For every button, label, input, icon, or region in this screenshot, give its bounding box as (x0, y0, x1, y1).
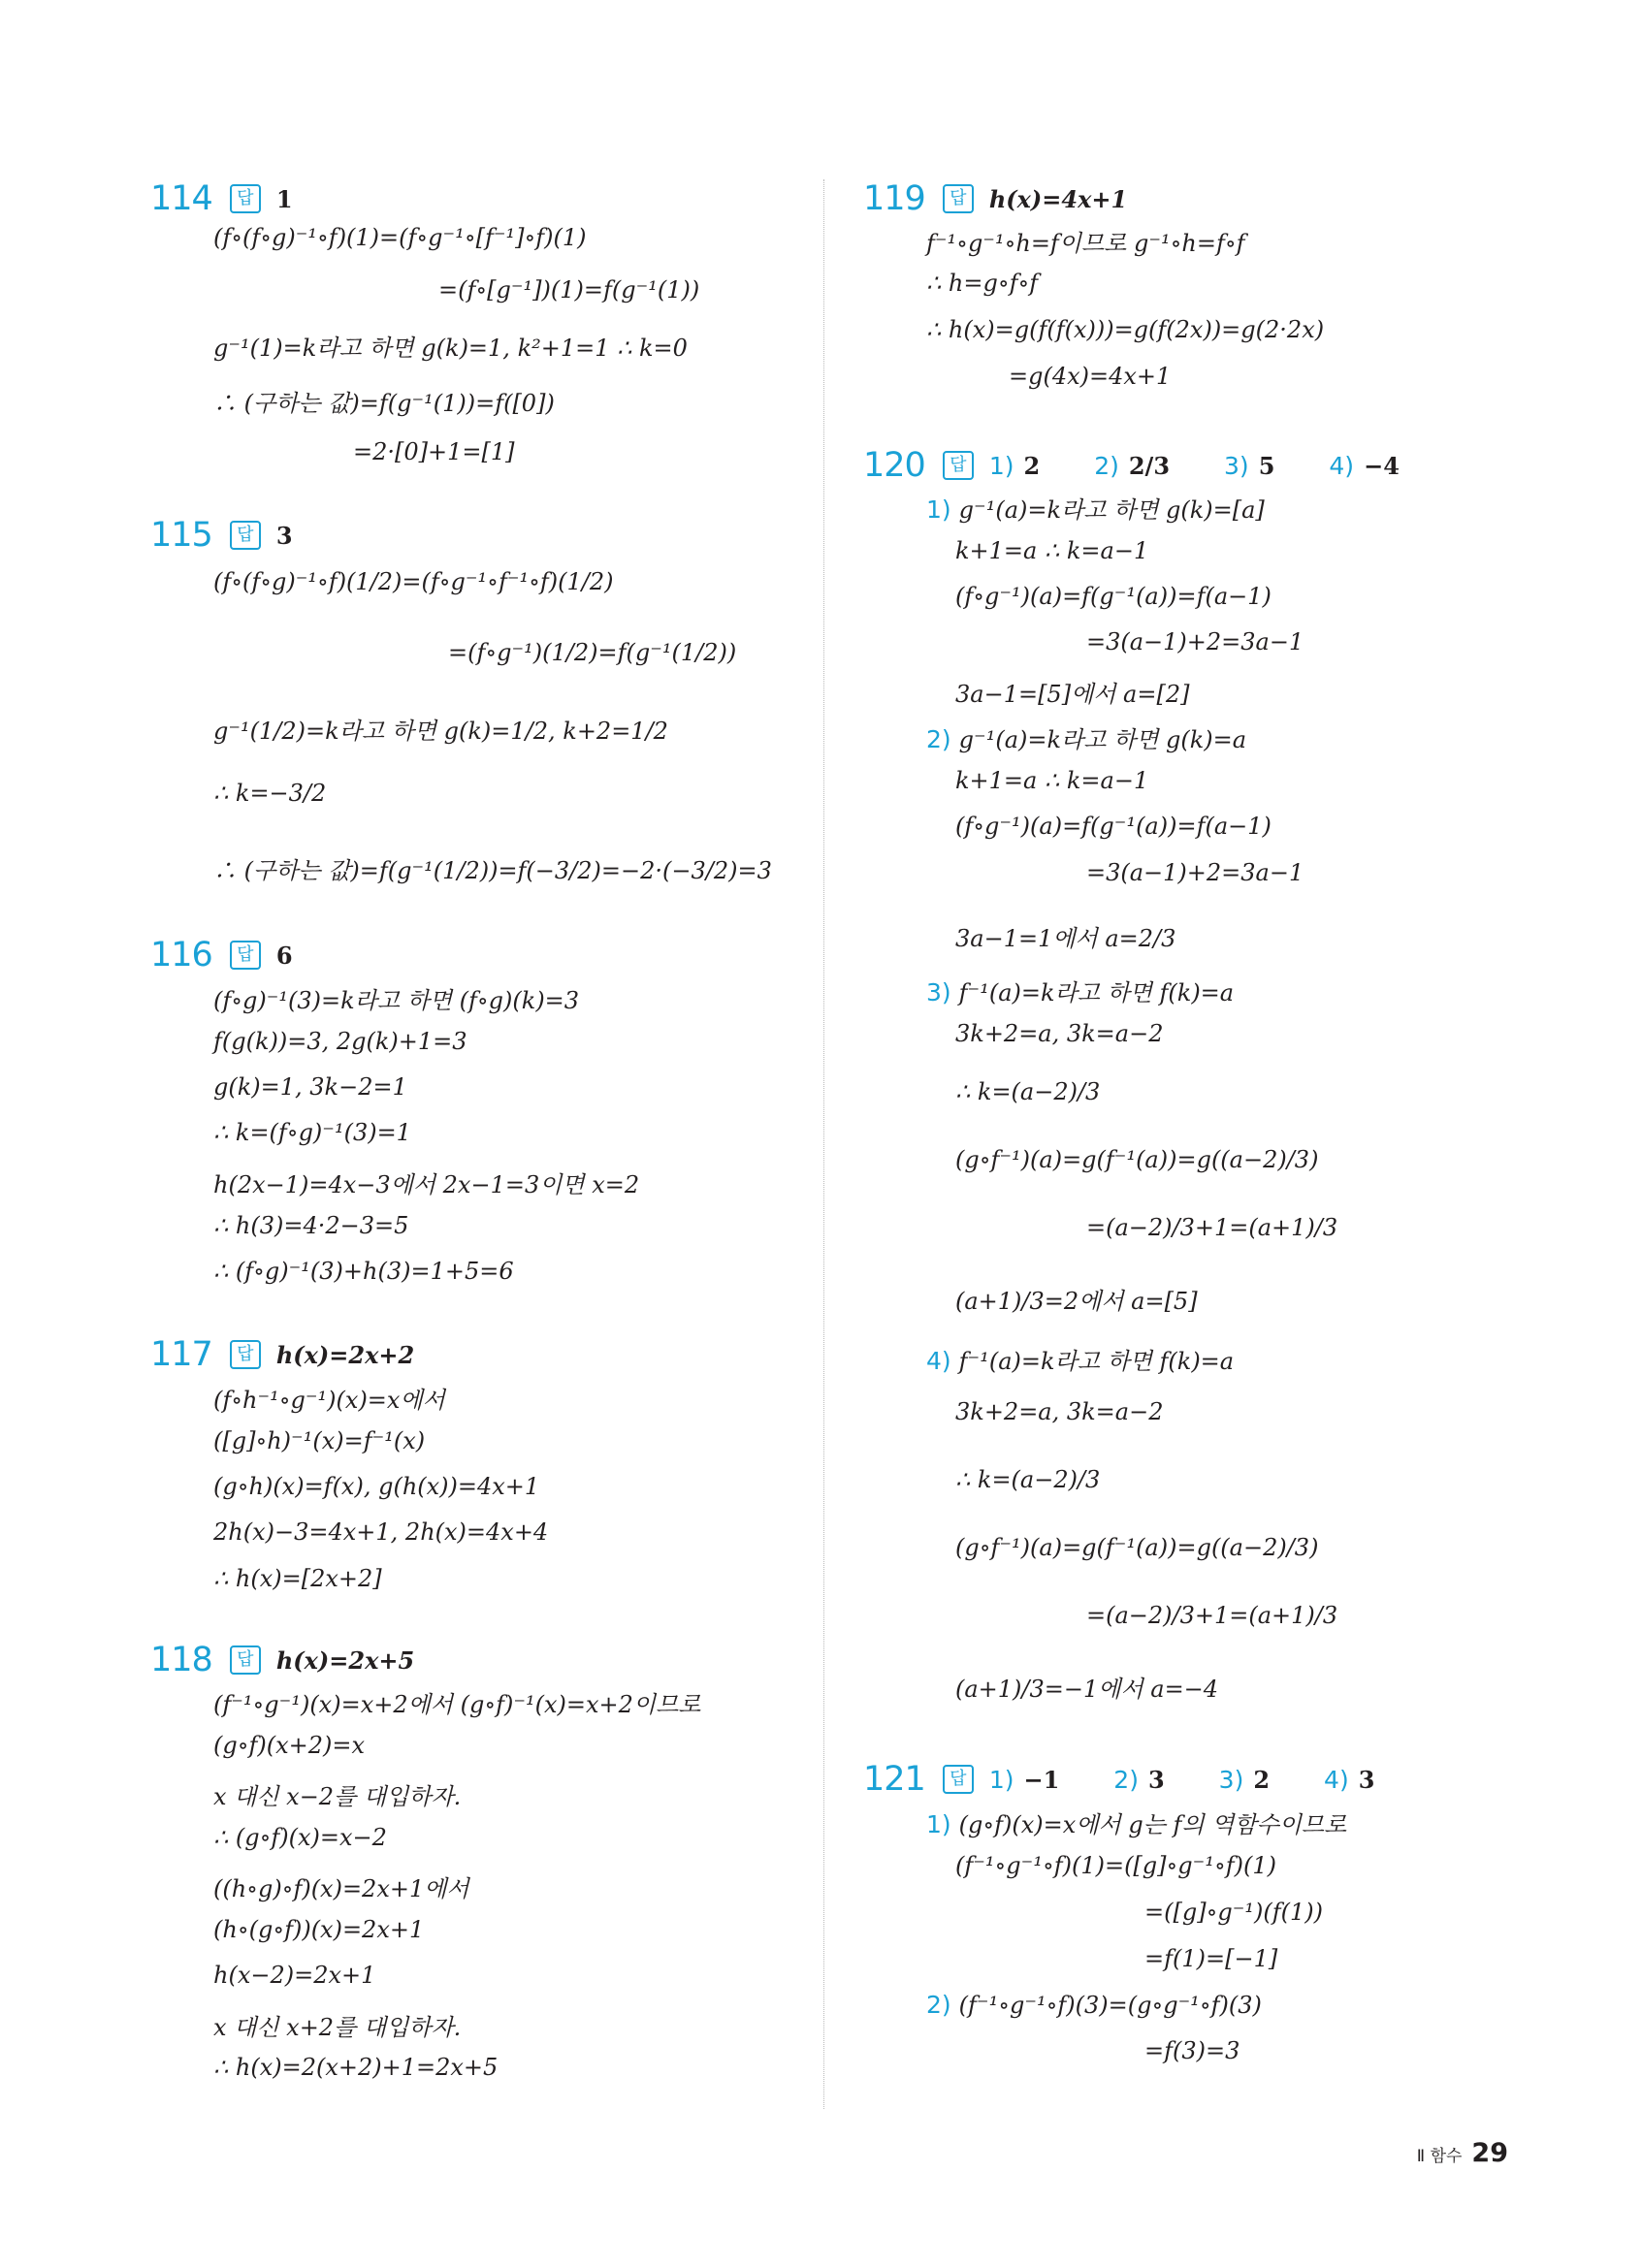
solution-line (955, 1282, 1198, 1316)
solution-text: ∴ k=−3/2 (213, 780, 327, 807)
solution-text: (f∘(f∘g)⁻¹∘f)(1)=(f∘g⁻¹∘[f⁻¹]∘f)(1) (213, 224, 587, 251)
solution-text: ∴ h(x)=2(x+2)+1=2x+5 (213, 2054, 499, 2081)
solution-text: ([g]∘h)⁻¹(x)=f⁻¹(x) (213, 1427, 426, 1454)
sub-part-label: 3) (926, 978, 951, 1006)
answer-badge: 답 (943, 184, 974, 213)
solution-line (213, 1824, 387, 1851)
solution-line (213, 1962, 375, 1989)
solution-line (1144, 1899, 1323, 1926)
sub-answer (1324, 1766, 1374, 1794)
solution-text: (h∘(g∘f))(x)=2x+1 (213, 1916, 425, 1943)
problem-number: 116 (150, 936, 212, 974)
solution-line (213, 1518, 548, 1546)
solution-line (955, 537, 1148, 564)
problem-118-header (150, 1641, 414, 1679)
sub-answer (989, 1766, 1059, 1794)
sub-part-label: 4) (926, 1347, 951, 1375)
solution-line (926, 491, 1265, 525)
solution-text: 3k+2=a, 3k=a−2 (955, 1020, 1164, 1047)
sub-answer-value: 3 (1358, 1765, 1375, 1794)
solution-text: x 대신 x−2를 대입하자. (213, 1783, 462, 1810)
solution-text: (a+1)/3=2에서 a=[5] (955, 1288, 1198, 1315)
solution-line (448, 639, 736, 666)
solution-line (926, 270, 1038, 297)
solution-line (213, 1685, 700, 1719)
solution-text: ∴ h=g∘f∘f (926, 270, 1039, 297)
solution-text: (g∘f⁻¹)(a)=g(f⁻¹(a))=g((a−2)/3) (955, 1534, 1319, 1561)
sub-answer-label: 3) (1218, 1765, 1244, 1794)
solution-line (213, 1028, 467, 1055)
sub-answer-value: 2/3 (1128, 451, 1171, 480)
solution-text: ∴ (구하는 값)=f(g⁻¹(1/2))=f(−3/2)=−2·(−3/2)=3 (213, 857, 772, 884)
solution-text: ∴ (g∘f)(x)=x−2 (213, 1824, 387, 1851)
solution-text: 3k+2=a, 3k=a−2 (955, 1398, 1164, 1425)
solution-line (955, 1466, 1100, 1493)
solution-line (213, 1119, 411, 1146)
solution-line (213, 2008, 461, 2042)
solution-line (213, 1916, 424, 1943)
solution-line (213, 1258, 514, 1285)
sub-answer (1094, 452, 1170, 480)
solution-text: ∴ h(x)=[2x+2] (213, 1565, 382, 1592)
solution-text: g(k)=1, 3k−2=1 (213, 1073, 407, 1101)
solution-text: ∴ (f∘g)⁻¹(3)+h(3)=1+5=6 (213, 1258, 514, 1285)
solution-line (955, 767, 1148, 794)
sub-answer-value: 2 (1253, 1765, 1271, 1794)
solution-line (213, 1427, 425, 1454)
sub-part-label: 2) (926, 725, 951, 753)
problem-number: 114 (150, 179, 212, 218)
sub-part-label: 1) (926, 495, 951, 524)
final-answer: h(x)=2x+5 (275, 1645, 415, 1675)
sub-answer-value: 3 (1147, 1765, 1165, 1794)
solution-text: f⁻¹(a)=k라고 하면 f(k)=a (958, 979, 1235, 1006)
answer-badge: 답 (230, 521, 261, 550)
solution-line (1086, 1214, 1337, 1241)
solution-text: (f∘(f∘g)⁻¹∘f)(1/2)=(f∘g⁻¹∘f⁻¹∘f)(1/2) (213, 568, 614, 595)
solution-text: (g∘f)(x+2)=x (213, 1732, 366, 1759)
solution-line (213, 780, 326, 807)
solution-line (955, 1078, 1100, 1105)
answer-badge: 답 (230, 1645, 261, 1675)
sub-answer (1329, 452, 1399, 480)
sub-answer-label: 1) (988, 1765, 1014, 1794)
sub-answer-label: 1) (988, 451, 1014, 480)
solution-line (213, 2054, 498, 2081)
solution-text: ∴ k=(f∘g)⁻¹(3)=1 (213, 1119, 411, 1146)
final-answer: 1 (275, 184, 293, 213)
solution-text: (a+1)/3=−1에서 a=−4 (955, 1676, 1219, 1703)
solution-line (926, 316, 1324, 343)
sub-answer-label: 2) (1094, 451, 1119, 480)
problem-number: 119 (863, 179, 925, 218)
solution-line (955, 1398, 1163, 1425)
solution-line (955, 813, 1272, 840)
solution-line (926, 1805, 1346, 1839)
solution-line (213, 1732, 365, 1759)
solution-text: =2·[0]+1=[1] (353, 438, 515, 465)
solution-text: =(a−2)/3+1=(a+1)/3 (1086, 1214, 1338, 1241)
solution-text: =(f∘[g⁻¹])(1)=f(g⁻¹(1)) (438, 276, 700, 303)
solution-line (926, 224, 1245, 258)
page-number: 29 (1471, 2138, 1508, 2168)
solution-text: k+1=a ∴ k=a−1 (955, 537, 1149, 564)
solution-line (926, 1991, 1262, 2019)
solution-line (1144, 2037, 1240, 2064)
sub-answer (989, 452, 1040, 480)
sub-part-label: 1) (926, 1810, 951, 1838)
solution-line (213, 1565, 382, 1592)
solution-text: =f(1)=[−1] (1144, 1945, 1278, 1972)
solution-line (955, 1534, 1318, 1561)
solution-line (926, 720, 1246, 754)
problem-114-header (150, 179, 293, 218)
solution-text: ∴ h(3)=4·2−3=5 (213, 1212, 409, 1239)
solution-text: ∴ k=(a−2)/3 (955, 1466, 1101, 1493)
sub-answer-label: 3) (1224, 451, 1249, 480)
solution-text: f⁻¹(a)=k라고 하면 f(k)=a (958, 1348, 1235, 1375)
solution-text: ((h∘g)∘f)(x)=2x+1에서 (213, 1875, 469, 1902)
sub-answer-label: 4) (1329, 451, 1355, 480)
solution-line (213, 1212, 408, 1239)
chapter-label: Ⅱ 함수 (1416, 2147, 1463, 2166)
sub-part-label: 2) (926, 1991, 951, 2019)
sub-answer (1219, 1766, 1270, 1794)
solution-line (955, 1852, 1276, 1879)
solution-text: (f∘g⁻¹)(a)=f(g⁻¹(a))=f(a−1) (955, 813, 1272, 840)
problem-number: 118 (150, 1641, 212, 1679)
solution-text: 2h(x)−3=4x+1, 2h(x)=4x+4 (213, 1518, 549, 1546)
solution-line (213, 712, 668, 746)
solution-line (213, 1869, 469, 1903)
solution-line (213, 981, 579, 1015)
solution-line (213, 1166, 639, 1199)
solution-line (955, 675, 1189, 709)
solution-line (1086, 1602, 1337, 1629)
problem-number: 115 (150, 516, 212, 555)
solution-text: (f⁻¹∘g⁻¹)(x)=x+2에서 (g∘f)⁻¹(x)=x+2이므로 (213, 1691, 701, 1718)
sub-answer-label: 4) (1324, 1765, 1349, 1794)
solution-line (353, 438, 515, 465)
solution-line (213, 1777, 461, 1811)
solution-text: (f∘h⁻¹∘g⁻¹)(x)=x에서 (213, 1387, 445, 1414)
problem-116-header (150, 936, 293, 974)
final-answer: h(x)=4x+1 (988, 184, 1128, 213)
solution-line (438, 276, 699, 303)
solution-text: (g∘f⁻¹)(a)=g(f⁻¹(a))=g((a−2)/3) (955, 1146, 1319, 1173)
solution-text: =g(4x)=4x+1 (1009, 363, 1172, 390)
answer-badge: 답 (230, 184, 261, 213)
problem-number: 117 (150, 1335, 212, 1374)
solution-text: (f∘g⁻¹)(a)=f(g⁻¹(a))=f(a−1) (955, 583, 1272, 610)
solution-line (1144, 1945, 1277, 1972)
sub-answer-value: 5 (1258, 451, 1275, 480)
problem-119-header (863, 179, 1127, 218)
final-answer: 3 (275, 521, 293, 550)
solution-text: g⁻¹(1/2)=k라고 하면 g(k)=1/2, k+2=1/2 (213, 718, 668, 745)
solution-text: h(x−2)=2x+1 (213, 1962, 376, 1989)
solution-text: =3(a−1)+2=3a−1 (1086, 859, 1304, 886)
sub-answer-value: −1 (1023, 1765, 1060, 1794)
final-answer: h(x)=2x+2 (275, 1340, 415, 1369)
answer-badge: 답 (943, 1765, 974, 1794)
solution-text: =([g]∘g⁻¹)(f(1)) (1144, 1899, 1323, 1926)
solution-text: 3a−1=1에서 a=2/3 (955, 925, 1176, 952)
solution-line (213, 224, 587, 251)
solution-line (213, 568, 613, 595)
solution-line (213, 1381, 445, 1415)
solution-line (955, 919, 1175, 953)
solution-text: (g∘h)(x)=f(x), g(h(x))=4x+1 (213, 1473, 540, 1500)
problem-121-header (863, 1760, 1413, 1799)
solution-line (213, 329, 688, 363)
solution-text: k+1=a ∴ k=a−1 (955, 767, 1149, 794)
solution-line (213, 384, 555, 418)
solution-text: =3(a−1)+2=3a−1 (1086, 628, 1304, 655)
solution-line (1086, 628, 1304, 655)
solution-text: g⁻¹(a)=k라고 하면 g(k)=a (958, 726, 1247, 753)
solution-text: f(g(k))=3, 2g(k)+1=3 (213, 1028, 467, 1055)
problem-120-header (863, 446, 1438, 485)
answer-badge: 답 (230, 941, 261, 970)
answer-badge: 답 (943, 451, 974, 480)
solution-line (213, 851, 772, 885)
solution-line (926, 1342, 1234, 1376)
answer-badge: 답 (230, 1340, 261, 1369)
solution-line (1086, 859, 1304, 886)
problem-number: 120 (863, 446, 925, 485)
column-divider (823, 179, 824, 2109)
solution-line (1009, 363, 1171, 390)
sub-answer-value: 2 (1023, 451, 1041, 480)
solution-line (955, 1146, 1318, 1173)
solution-text: ∴ k=(a−2)/3 (955, 1078, 1101, 1105)
solution-text: g⁻¹(1)=k라고 하면 g(k)=1, k²+1=1 ∴ k=0 (213, 335, 688, 362)
solution-text: (f⁻¹∘g⁻¹∘f)(1)=([g]∘g⁻¹∘f)(1) (955, 1852, 1276, 1879)
sub-answer (1113, 1766, 1164, 1794)
solution-text: (f⁻¹∘g⁻¹∘f)(3)=(g∘g⁻¹∘f)(3) (958, 1992, 1262, 2019)
sub-answer (1224, 452, 1274, 480)
solution-line (213, 1473, 539, 1500)
solution-text: (f∘g)⁻¹(3)=k라고 하면 (f∘g)(k)=3 (213, 987, 580, 1014)
problem-number: 121 (863, 1760, 925, 1799)
solution-line (213, 1073, 407, 1101)
solution-line (926, 974, 1234, 1007)
sub-answer-label: 2) (1113, 1765, 1139, 1794)
page-footer (1417, 2138, 1508, 2168)
solution-text: =f(3)=3 (1144, 2037, 1240, 2064)
problem-115-header (150, 516, 293, 555)
solution-text: f⁻¹∘g⁻¹∘h=f이므로 g⁻¹∘h=f∘f (926, 230, 1245, 257)
sub-answer-value: −4 (1364, 451, 1400, 480)
solution-text: (g∘f)(x)=x에서 g는 f의 역함수이므로 (958, 1811, 1347, 1838)
solution-line (955, 583, 1272, 610)
problem-117-header (150, 1335, 414, 1374)
solution-text: =(f∘g⁻¹)(1/2)=f(g⁻¹(1/2)) (448, 639, 737, 666)
solution-text: 3a−1=[5]에서 a=[2] (955, 681, 1190, 708)
final-answer: 6 (275, 941, 293, 970)
solution-text: ∴ h(x)=g(f(f(x)))=g(f(2x))=g(2·2x) (926, 316, 1325, 343)
solution-text: h(2x−1)=4x−3에서 2x−1=3이면 x=2 (213, 1171, 640, 1198)
solution-text: g⁻¹(a)=k라고 하면 g(k)=[a] (958, 496, 1265, 524)
solution-text: =(a−2)/3+1=(a+1)/3 (1086, 1602, 1338, 1629)
solution-text: ∴ (구하는 값)=f(g⁻¹(1))=f([0]) (213, 390, 555, 417)
solution-text: x 대신 x+2를 대입하자. (213, 2014, 462, 2041)
solution-line (955, 1020, 1163, 1047)
solution-line (955, 1670, 1218, 1704)
